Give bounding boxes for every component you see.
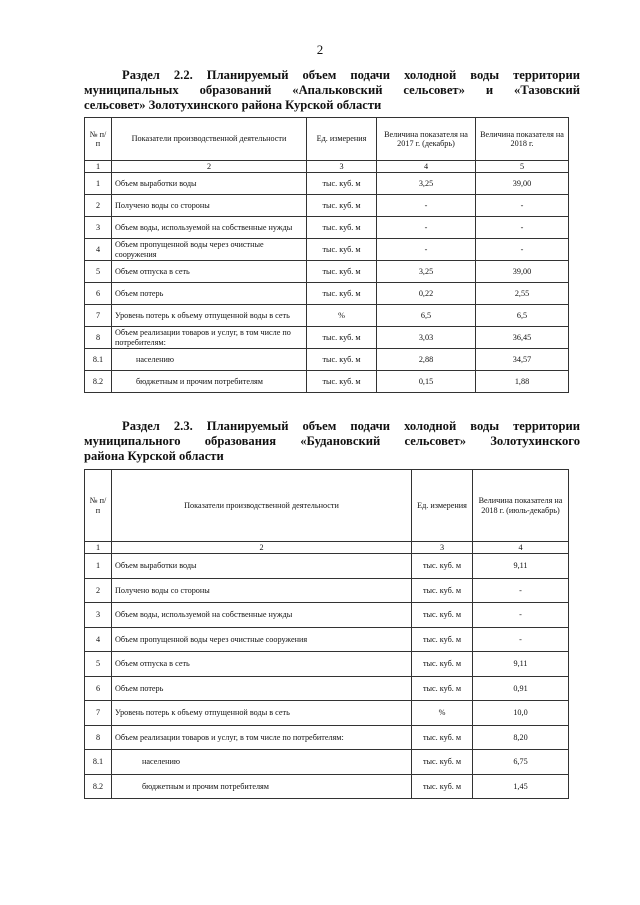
- table-row: [85, 173, 569, 195]
- unit-cell: тыс. куб. м: [307, 371, 377, 393]
- row-number-cell: 1: [85, 173, 112, 195]
- column-header: Величина показателя на 2018 г.: [476, 118, 569, 161]
- table-row: [85, 701, 569, 726]
- indicator-name-cell: Объем выработки воды: [112, 554, 412, 579]
- value-2017-cell: 6,5: [377, 305, 476, 327]
- row-number-cell: 8.1: [85, 750, 112, 775]
- row-number-cell: 8.2: [85, 371, 112, 393]
- indicator-name-cell: Объем пропущенной воды через очистные сооружения: [112, 627, 412, 652]
- value-2017-cell: -: [377, 195, 476, 217]
- column-header: Ед. измерения: [412, 470, 473, 542]
- row-number-cell: 3: [85, 217, 112, 239]
- indicator-name-cell: Объем отпуска в сеть: [112, 261, 307, 283]
- table-row: [85, 371, 569, 393]
- column-header: № п/п: [85, 118, 112, 161]
- value-2018-cell: -: [476, 217, 569, 239]
- table-row: [85, 627, 569, 652]
- value-2018-cell: -: [476, 195, 569, 217]
- column-header: Ед. измерения: [307, 118, 377, 161]
- indicator-name-cell: бюджетным и прочим потребителям: [112, 774, 412, 799]
- row-number-cell: 2: [85, 578, 112, 603]
- unit-cell: тыс. куб. м: [307, 239, 377, 261]
- table-body: [85, 554, 569, 799]
- value-2018-cell: 1,45: [473, 774, 569, 799]
- row-number-cell: 2: [85, 195, 112, 217]
- section-2-2-heading: [84, 68, 580, 113]
- row-number-cell: 1: [85, 554, 112, 579]
- column-number: 1: [85, 161, 112, 173]
- indicator-name-cell: населению: [112, 750, 412, 775]
- unit-cell: %: [412, 701, 473, 726]
- indicator-name-cell: населению: [112, 349, 307, 371]
- table-row: [85, 305, 569, 327]
- row-number-cell: 5: [85, 652, 112, 677]
- value-2018-cell: 9,11: [473, 554, 569, 579]
- indicator-name-cell: Объем реализации товаров и услуг, в том числе по потребителям:: [112, 327, 307, 349]
- row-number-cell: 6: [85, 283, 112, 305]
- value-2018-cell: 0,91: [473, 676, 569, 701]
- value-2018-cell: 39,00: [476, 261, 569, 283]
- column-number: 2: [112, 161, 307, 173]
- column-number: 2: [112, 542, 412, 554]
- table-body: [85, 173, 569, 393]
- indicator-name-cell: Объем воды, используемой на собственные нужды: [112, 217, 307, 239]
- unit-cell: тыс. куб. м: [412, 603, 473, 628]
- column-header: № п/п: [85, 470, 112, 542]
- value-2018-cell: 39,00: [476, 173, 569, 195]
- value-2018-cell: -: [476, 239, 569, 261]
- unit-cell: тыс. куб. м: [412, 676, 473, 701]
- heading-line: Раздел 2.3. Планируемый объем подачи холодной воды территории: [122, 419, 580, 433]
- indicator-name-cell: Объем выработки воды: [112, 173, 307, 195]
- row-number-cell: 8.2: [85, 774, 112, 799]
- table-header-row: [85, 118, 569, 161]
- unit-cell: тыс. куб. м: [412, 774, 473, 799]
- indicator-name-cell: Объем потерь: [112, 283, 307, 305]
- row-number-cell: 5: [85, 261, 112, 283]
- page-number: 2: [316, 42, 324, 57]
- indicator-name-cell: бюджетным и прочим потребителям: [112, 371, 307, 393]
- table-row: [85, 195, 569, 217]
- table-row: [85, 774, 569, 799]
- unit-cell: тыс. куб. м: [307, 261, 377, 283]
- table-row: [85, 676, 569, 701]
- value-2018-cell: 34,57: [476, 349, 569, 371]
- value-2018-cell: 1,88: [476, 371, 569, 393]
- unit-cell: тыс. куб. м: [412, 652, 473, 677]
- column-number: 4: [473, 542, 569, 554]
- unit-cell: тыс. куб. м: [412, 725, 473, 750]
- indicator-name-cell: Уровень потерь к объему отпущенной воды в сеть: [112, 701, 412, 726]
- value-2017-cell: 0,22: [377, 283, 476, 305]
- indicator-name-cell: Получено воды со стороны: [112, 195, 307, 217]
- heading-line: муниципального образования «Будановский сельсовет» Золотухинского: [84, 434, 580, 448]
- value-2017-cell: -: [377, 239, 476, 261]
- indicator-name-cell: Объем отпуска в сеть: [112, 652, 412, 677]
- indicator-name-cell: Объем пропущенной воды через очистные сооружения: [112, 239, 307, 261]
- table-section-2-3: [84, 469, 569, 799]
- table-section-2-2: [84, 117, 569, 393]
- row-number-cell: 8.1: [85, 349, 112, 371]
- unit-cell: %: [307, 305, 377, 327]
- unit-cell: тыс. куб. м: [307, 283, 377, 305]
- row-number-cell: 3: [85, 603, 112, 628]
- value-2018-cell: -: [473, 578, 569, 603]
- value-2018-cell: 6,75: [473, 750, 569, 775]
- table-row: [85, 725, 569, 750]
- value-2017-cell: 3,25: [377, 173, 476, 195]
- value-2017-cell: -: [377, 217, 476, 239]
- table-row: [85, 327, 569, 349]
- column-number: 1: [85, 542, 112, 554]
- unit-cell: тыс. куб. м: [412, 750, 473, 775]
- unit-cell: тыс. куб. м: [307, 217, 377, 239]
- row-number-cell: 8: [85, 725, 112, 750]
- heading-line: Раздел 2.2. Планируемый объем подачи холодной воды территории: [122, 68, 580, 82]
- column-header: Величина показателя на 2017 г. (декабрь): [377, 118, 476, 161]
- row-number-cell: 8: [85, 327, 112, 349]
- table-header-row: [85, 470, 569, 542]
- value-2017-cell: 0,15: [377, 371, 476, 393]
- indicator-name-cell: Объем воды, используемой на собственные нужды: [112, 603, 412, 628]
- row-number-cell: 6: [85, 676, 112, 701]
- table-row: [85, 239, 569, 261]
- row-number-cell: 7: [85, 305, 112, 327]
- table-row: [85, 652, 569, 677]
- unit-cell: тыс. куб. м: [307, 173, 377, 195]
- value-2017-cell: 3,25: [377, 261, 476, 283]
- unit-cell: тыс. куб. м: [307, 327, 377, 349]
- table-row: [85, 603, 569, 628]
- table-row: [85, 554, 569, 579]
- heading-line: района Курской области: [84, 449, 224, 463]
- unit-cell: тыс. куб. м: [412, 627, 473, 652]
- section-2-3-heading: [84, 419, 580, 464]
- row-number-cell: 7: [85, 701, 112, 726]
- indicator-name-cell: Получено воды со стороны: [112, 578, 412, 603]
- table-row: [85, 261, 569, 283]
- column-header: Показатели производственной деятельности: [112, 118, 307, 161]
- unit-cell: тыс. куб. м: [307, 195, 377, 217]
- value-2018-cell: 36,45: [476, 327, 569, 349]
- indicator-name-cell: Объем реализации товаров и услуг, в том числе по потребителям:: [112, 725, 412, 750]
- column-header: Показатели производственной деятельности: [112, 470, 412, 542]
- value-2017-cell: 3,03: [377, 327, 476, 349]
- value-2018-cell: 6,5: [476, 305, 569, 327]
- column-header: Величина показателя на 2018 г. (июль-декабрь): [473, 470, 569, 542]
- value-2018-cell: 10,0: [473, 701, 569, 726]
- table-row: [85, 283, 569, 305]
- table-row: [85, 349, 569, 371]
- column-number: 5: [476, 161, 569, 173]
- value-2018-cell: 9,11: [473, 652, 569, 677]
- unit-cell: тыс. куб. м: [412, 554, 473, 579]
- row-number-cell: 4: [85, 627, 112, 652]
- table-row: [85, 217, 569, 239]
- indicator-name-cell: Объем потерь: [112, 676, 412, 701]
- indicator-name-cell: Уровень потерь к объему отпущенной воды в сеть: [112, 305, 307, 327]
- unit-cell: тыс. куб. м: [412, 578, 473, 603]
- column-number: 3: [412, 542, 473, 554]
- heading-line: сельсовет» Золотухинского района Курской области: [84, 98, 382, 112]
- unit-cell: тыс. куб. м: [307, 349, 377, 371]
- column-number-row: [85, 542, 569, 554]
- column-number: 3: [307, 161, 377, 173]
- value-2017-cell: 2,88: [377, 349, 476, 371]
- value-2018-cell: -: [473, 627, 569, 652]
- column-number-row: [85, 161, 569, 173]
- value-2018-cell: 8,20: [473, 725, 569, 750]
- row-number-cell: 4: [85, 239, 112, 261]
- heading-line: муниципальных образований «Апальковский сельсовет» и «Тазовский: [84, 83, 580, 97]
- table-row: [85, 750, 569, 775]
- value-2018-cell: -: [473, 603, 569, 628]
- table-row: [85, 578, 569, 603]
- value-2018-cell: 2,55: [476, 283, 569, 305]
- column-number: 4: [377, 161, 476, 173]
